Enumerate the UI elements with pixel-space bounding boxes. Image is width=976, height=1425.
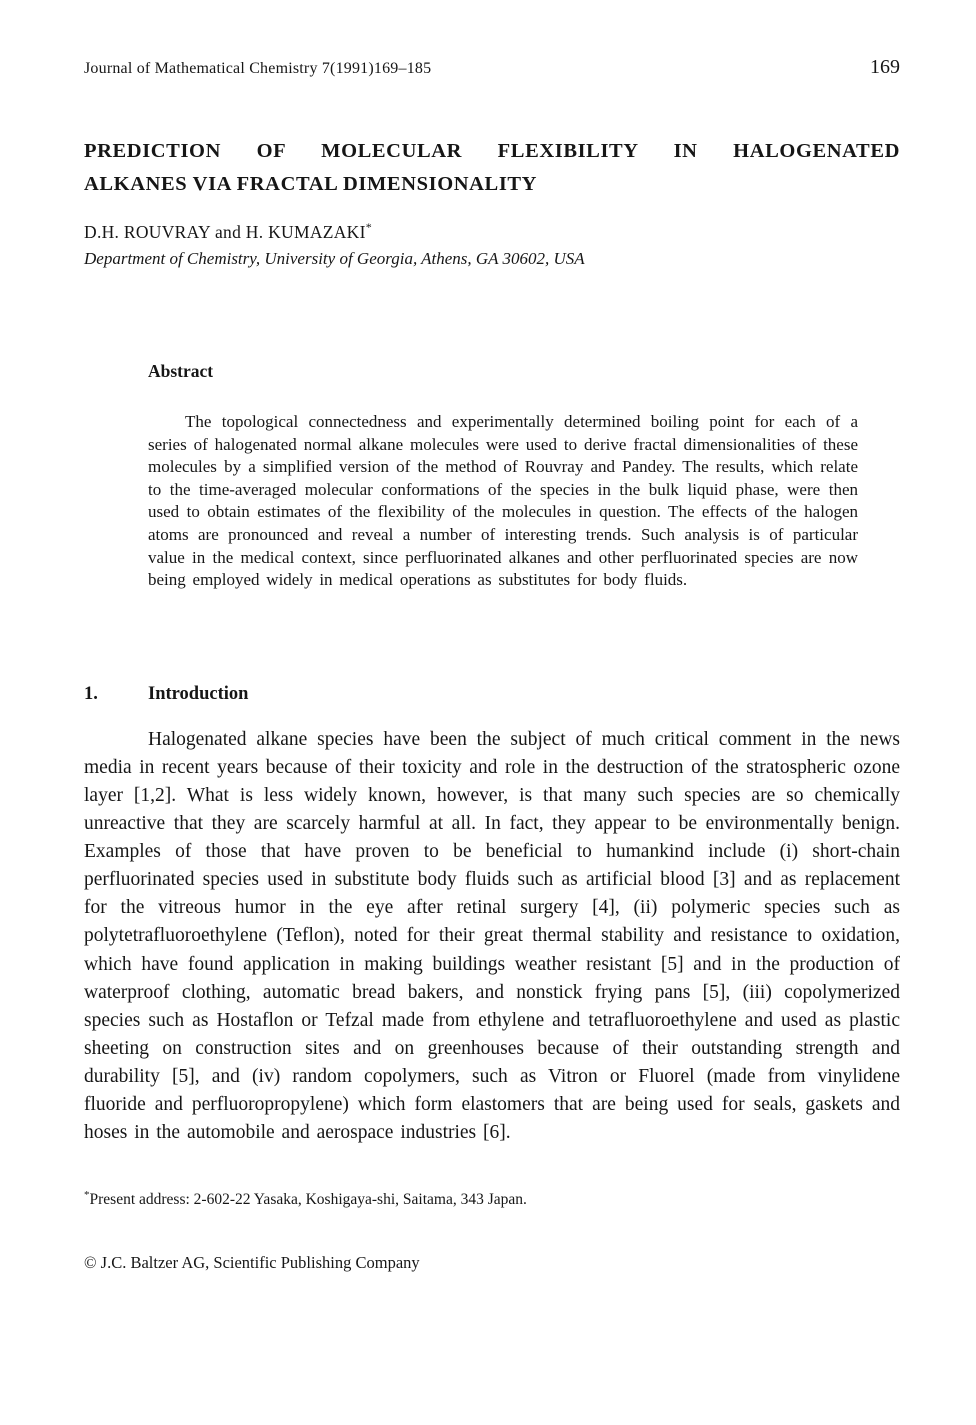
article-title-line-1: PREDICTION OF MOLECULAR FLEXIBILITY IN HALOGENATED	[84, 140, 900, 162]
section-1-body: Halogenated alkane species have been the subject of much critical comment in the news media in recent years because of their toxicity and role in the destruction of the stratospheric ozone layer [1,2]. What is less widely known, however, is that many such species are so chemically unreactive that they are scarcely harmful at all. In fact, they appear to be environmentally benign. Examples of those that have proven to be beneficial to humankind include (i) short-chain perfluorinated species used in substitute body fluids such as artificial blood [3] and as replacement for the vitreous humor in the eye after retinal surgery [4], (ii) polymeric species such as polytetrafluoroethylene (Teflon), noted for their great thermal stability and resistance to oxidation, which have found application in making buildings weather resistant [5] and in the production of waterproof clothing, automatic bread bakers, and nonstick frying pans [5], (iii) copolymerized species such as Hostaflon or Tefzal made from ethylene and tetrafluoroethylene and used as plastic sheeting on construction sites and on greenhouses because of their outstanding strength and durability [5], and (iv) random copolymers, such as Vitron or Fluorel (made from vinylidene fluoride and perfluoropropylene) which form elastomers that are being used for seals, gaskets and hoses in the automobile and aerospace industries [6].	[84, 728, 900, 1144]
page-header	[84, 56, 900, 79]
author-affiliation: Department of Chemistry, University of Georgia, Athens, GA 30602, USA	[84, 249, 585, 268]
footnote-marker: *	[84, 1189, 90, 1201]
article-title	[84, 135, 900, 201]
article-title-line-2: ALKANES VIA FRACTAL DIMENSIONALITY	[84, 173, 538, 195]
section-1-heading	[84, 684, 900, 705]
author-names: D.H. ROUVRAY and H. KUMAZAKI	[84, 222, 366, 242]
journal-reference: Journal of Mathematical Chemistry 7(1991)169–185	[84, 60, 432, 77]
present-address-footnote	[84, 1191, 900, 1209]
abstract-body: The topological connectedness and experimentally determined boiling point for each of a series of halogenated normal alkane molecules were used to derive fractal dimensionalities of these molecules by a simplified version of the method of Rouvray and Pandey. The results, which relate to the time-averaged molecular conformations of the species in the bulk liquid phase, were then used to obtain estimates of the flexibility of the molecules in question. The effects of the halogen atoms are pronounced and reveal a number of interesting trends. Such analysis is of particular value in the medical context, since perfluorinated alkanes and other perfluorinated species are now being employed widely in medical operations as substitutes for body fluids.	[148, 412, 858, 590]
section-1-number: 1.	[84, 683, 98, 704]
section-1-title: Introduction	[148, 683, 249, 704]
abstract-section	[148, 361, 858, 592]
author-byline	[84, 222, 900, 243]
author-footnote-marker: *	[365, 220, 373, 235]
page-number: 169	[870, 56, 900, 78]
abstract-heading: Abstract	[148, 361, 214, 381]
footnote-text: Present address: 2-602-22 Yasaka, Koshigaya-shi, Saitama, 343 Japan.	[89, 1191, 527, 1209]
copyright-notice: © J.C. Baltzer AG, Scientific Publishing Company	[84, 1253, 420, 1273]
